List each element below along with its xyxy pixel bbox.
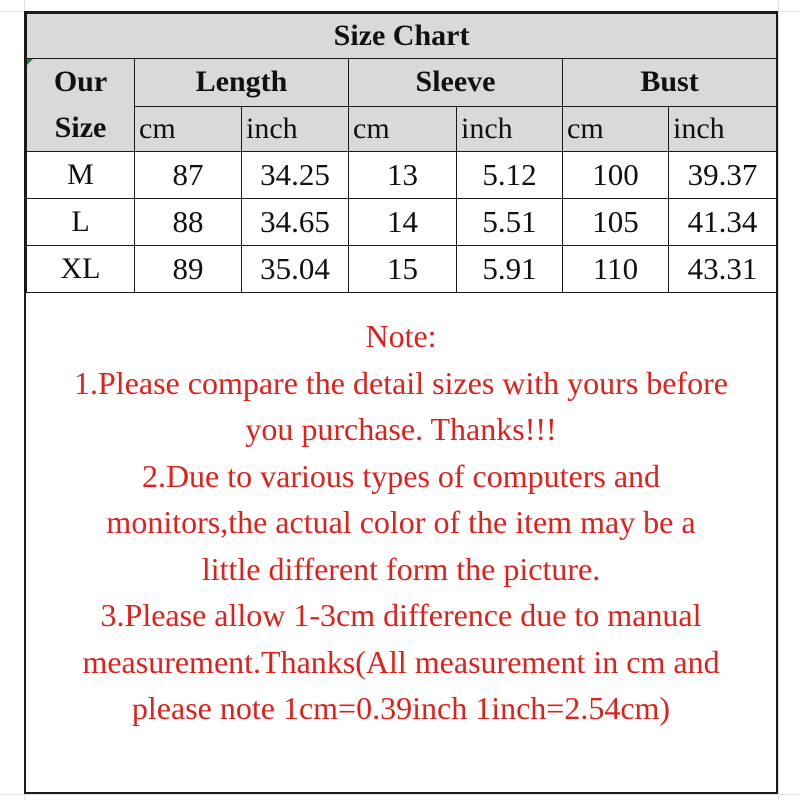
- unit-header: cm: [563, 106, 669, 152]
- group-header-bust: Bust: [563, 59, 777, 107]
- unit-header: inch: [669, 106, 777, 152]
- table-cell: 34.65: [242, 199, 349, 246]
- table-cell: 110: [563, 246, 669, 293]
- table-cell: 43.31: [669, 246, 777, 293]
- note-line: 1.Please compare the detail sizes with yours before: [74, 364, 728, 401]
- table-cell: 5.91: [457, 246, 563, 293]
- unit-header: inch: [457, 106, 563, 152]
- table-cell: 34.25: [242, 152, 349, 199]
- table-row: [27, 152, 777, 199]
- table-cell: 88: [135, 199, 242, 246]
- size-cell: L: [27, 199, 135, 246]
- table-cell: 35.04: [242, 246, 349, 293]
- size-column-header: [27, 59, 135, 152]
- table-cell: 39.37: [669, 152, 777, 199]
- note-line: monitors,the actual color of the item may be a: [106, 504, 696, 540]
- unit-header: cm: [135, 106, 242, 152]
- size-chart-sheet: [24, 11, 778, 794]
- note-line: 3.Please allow 1-3cm difference due to manual: [100, 597, 702, 633]
- chart-title: Size Chart: [27, 14, 777, 59]
- note-line: measurement.Thanks(All measurement in cm and: [82, 643, 720, 680]
- table-row: [27, 246, 777, 293]
- note-line: little different form the picture.: [201, 550, 601, 587]
- group-header-length: Length: [135, 59, 349, 107]
- note-line: 2.Due to various types of computers and: [141, 457, 661, 494]
- table-cell: 14: [349, 199, 457, 246]
- table-cell: 41.34: [669, 199, 777, 246]
- table-cell: 105: [563, 199, 669, 246]
- table-cell: 87: [135, 152, 242, 199]
- table-cell: 5.12: [457, 152, 563, 199]
- size-cell: M: [27, 152, 135, 199]
- unit-header: cm: [349, 106, 457, 152]
- note-line: you purchase. Thanks!!!: [245, 411, 557, 447]
- unit-header: inch: [242, 106, 349, 152]
- note-block: [26, 313, 776, 732]
- size-header-line1: Our: [53, 65, 108, 98]
- table-cell: 15: [349, 246, 457, 293]
- table-row: [27, 199, 777, 246]
- group-header-sleeve: Sleeve: [349, 59, 563, 107]
- size-cell: XL: [27, 246, 135, 293]
- size-chart-table: [26, 13, 777, 293]
- table-cell: 89: [135, 246, 242, 293]
- note-heading: Note:: [365, 318, 437, 354]
- size-header-line2: Size: [54, 111, 107, 144]
- table-cell: 13: [349, 152, 457, 199]
- table-cell: 100: [563, 152, 669, 199]
- note-line: please note 1cm=0.39inch 1inch=2.54cm): [131, 690, 671, 726]
- table-cell: 5.51: [457, 199, 563, 246]
